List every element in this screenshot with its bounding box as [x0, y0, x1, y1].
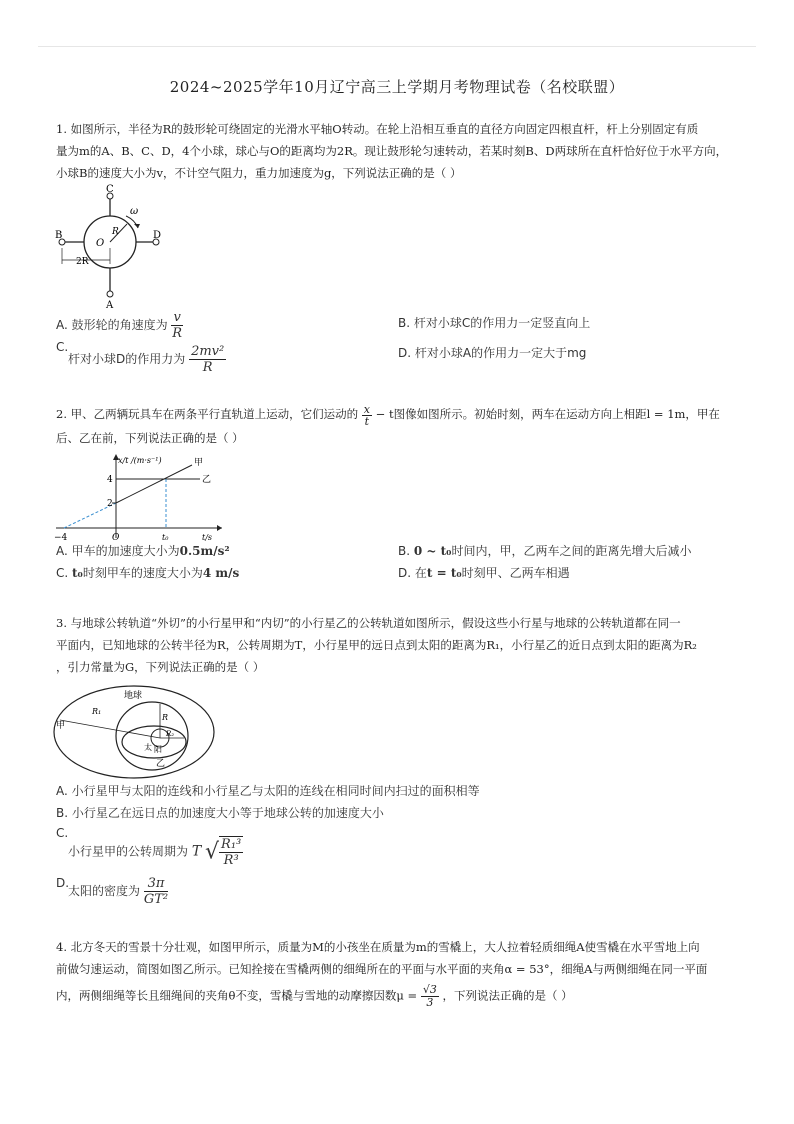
- question-2: [56, 403, 742, 449]
- q2-tick-4: 4: [107, 475, 113, 485]
- q3-option-C[interactable]: 小行星甲的公转周期为 T √ $\frac{\text{R₁³}}{\text{R³}}$: [68, 837, 242, 868]
- q1-label-2R: 2R: [76, 257, 89, 267]
- q2-axis-ylabel: x/t /(m·s⁻¹): [118, 456, 162, 465]
- q2-stem-fraction: $\frac{x}{t}$: [363, 402, 370, 428]
- q1-label-R: R: [112, 227, 119, 237]
- q3-option-D[interactable]: 太阳的密度为 $\frac{3\pi}{\text{GT²}}$: [68, 876, 169, 907]
- q2-option-D[interactable]: D. 在t = t₀时刻甲、乙两车相遇: [398, 566, 570, 580]
- q4-mu-fraction: $\frac{√3}{3}$: [422, 983, 437, 1009]
- q3-label-R1: R₁: [92, 707, 102, 716]
- page-title: 2024~2025学年10月辽宁高三上学期月考物理试卷（名校联盟）: [169, 78, 625, 96]
- q2-tick-2: 2: [107, 499, 113, 509]
- question-4: [56, 936, 742, 1009]
- q1-stem-line3: 小球B的速度大小为v，不计空气阻力，重力加速度为g，下列说法正确的是（ ）: [56, 166, 462, 180]
- q2-line-label-yi: 乙: [202, 475, 212, 485]
- q1-label-C: C: [106, 184, 114, 195]
- question-3: [56, 612, 742, 678]
- q1-option-D[interactable]: D. 杆对小球A的作用力一定大于mg: [398, 346, 587, 360]
- q3-optC-fraction: $\frac{\text{R₁³}}{\text{R³}}$: [221, 837, 242, 868]
- q3-option-A[interactable]: A. 小行星甲与太阳的连线和小行星乙与太阳的连线在相同时间内扫过的面积相等: [56, 784, 480, 798]
- q1-stem-line2: 量为m的A、B、C、D，4个小球，球心与O的距离均为2R。现让鼓形轮匀速转动，若某时刻B、D两球所在直杆恰好位于水平方向，: [56, 144, 728, 158]
- q3-label-R2: R₂: [166, 730, 175, 738]
- q1-option-A[interactable]: A. 鼓形轮的角速度为 $\frac{v}{R}$: [56, 310, 183, 341]
- q3-optD-fraction: $\frac{3\pi}{\text{GT²}}$: [143, 876, 169, 907]
- q1-option-C[interactable]: C.: [56, 340, 69, 354]
- q2-line-label-jia: 甲: [194, 458, 204, 468]
- q2-option-C[interactable]: C. t₀时刻甲车的速度大小为4 m/s: [56, 566, 240, 580]
- q2-tick-t0: t₀: [162, 533, 169, 542]
- q3-figure-orbits: [52, 680, 222, 786]
- q2-stem-line2: 后、乙在前，下列说法正确的是（ ）: [56, 430, 244, 445]
- q4-stem-line3: 内，两侧细绳等长且细绳间的夹角θ不变，雪橇与雪地的动摩擦因数μ = $\frac{√3}{3}$ ，下列说法正确的是（ ）: [56, 983, 573, 1009]
- q1-optC-fraction: $\frac{\text{2mv²}}{R}$: [191, 344, 225, 375]
- q3-label-sun-2: 阳: [154, 745, 162, 754]
- q2-stem-line1: 2. 甲、乙两辆玩具车在两条平行直轨道上运动，它们运动的 $\frac{x}{t}$ − t图像如图所示。初始时刻，两车在运动方向上相距l = 1m，甲在: [56, 402, 720, 428]
- q3-stem-line3: ，引力常量为G，下列说法正确的是（ ）: [56, 660, 265, 674]
- question-1: [56, 118, 742, 184]
- q3-stem-line2: 平面内，已知地球的公转半径为R，公转周期为T，小行星甲的远日点到太阳的距离为R₁，小行星乙的近日点到太阳的距离为R₂: [56, 638, 697, 652]
- q2-figure-xt-graph: [52, 452, 232, 544]
- q3-label-R: R: [162, 713, 169, 722]
- q1-option-C-content[interactable]: 杆对小球D的作用力为 $\frac{\text{2mv²}}{R}$: [68, 344, 225, 375]
- q1-label-omega: ω: [130, 206, 139, 217]
- q4-stem-line2: 前做匀速运动，简图如图乙所示。已知拴接在雪橇两侧的细绳所在的平面与水平面的夹角α = 53°，细绳A与两侧细绳在同一平面: [56, 962, 708, 976]
- q3-label-yi: 乙: [156, 759, 166, 769]
- q2-option-A[interactable]: A. 甲车的加速度大小为0.5m/s²: [56, 544, 230, 558]
- q2-option-B[interactable]: B. 0 ~ t₀时间内，甲，乙两车之间的距离先增大后减小: [398, 544, 692, 558]
- q3-option-C-label[interactable]: C.: [56, 826, 69, 840]
- q1-label-O: O: [96, 238, 105, 249]
- q1-option-B[interactable]: B. 杆对小球C的作用力一定竖直向上: [398, 316, 591, 330]
- sqrt-icon: √: [205, 839, 220, 865]
- q1-figure-drum-wheel: [52, 184, 172, 312]
- q1-label-D: D: [153, 230, 162, 241]
- q3-option-B[interactable]: B. 小行星乙在远日点的加速度大小等于地球公转的加速度大小: [56, 806, 384, 820]
- q1-stem-line1: 1. 如图所示，半径为R的鼓形轮可绕固定的光滑水平轴O转动。在轮上沿相互垂直的直径方向固定四根直杆，杆上分别固定有质: [56, 122, 699, 136]
- q2-axis-xlabel: t/s: [202, 533, 213, 542]
- q2-origin: O: [112, 533, 120, 543]
- q3-option-D-label[interactable]: D.: [56, 876, 70, 890]
- q3-label-sun-1: 太: [144, 743, 152, 752]
- q4-stem-line1: 4. 北方冬天的雪景十分壮观，如图甲所示，质量为M的小孩坐在质量为m的雪橇上，大人拉着轻质细绳A使雪橇在水平雪地上向: [56, 940, 700, 954]
- q3-label-earth: 地球: [124, 691, 143, 701]
- q1-optA-fraction: $\frac{v}{R}$: [172, 310, 183, 341]
- q3-label-jia: 甲: [56, 721, 66, 731]
- q3-stem-line1: 3. 与地球公转轨道“外切”的小行星甲和“内切”的小行星乙的公转轨道如图所示，假设这些小行星与地球的公转轨道都在同一: [56, 616, 681, 630]
- q2-tick-neg4: −4: [54, 533, 68, 543]
- top-divider: [38, 46, 756, 47]
- q1-label-B: B: [55, 230, 63, 241]
- q1-label-A: A: [106, 300, 114, 311]
